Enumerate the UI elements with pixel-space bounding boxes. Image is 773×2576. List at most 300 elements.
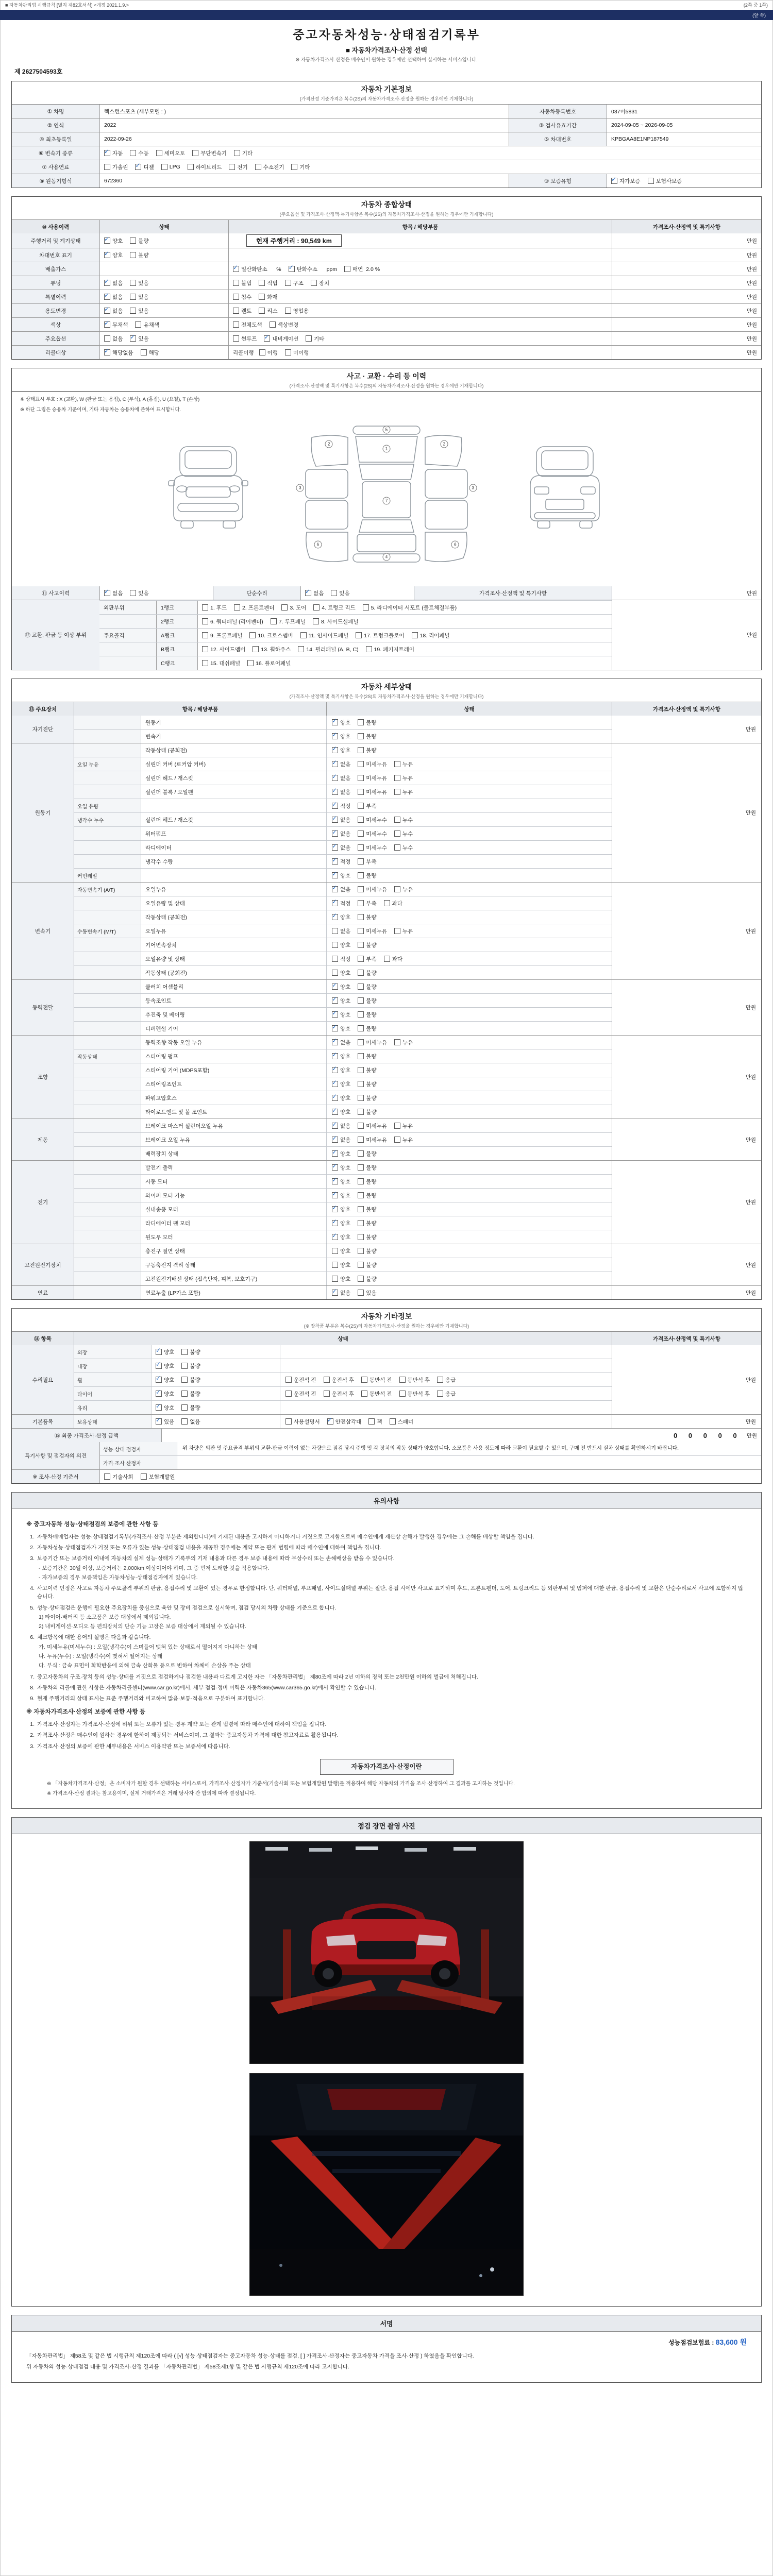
checkbox[interactable] <box>324 1377 330 1383</box>
checkbox[interactable] <box>130 308 136 314</box>
checkbox[interactable] <box>394 761 400 767</box>
checkbox[interactable] <box>156 150 162 156</box>
checkbox-option[interactable] <box>332 1275 350 1283</box>
checkbox[interactable] <box>332 1137 338 1143</box>
checkbox-option[interactable] <box>332 1094 350 1102</box>
checkbox-option[interactable] <box>358 900 376 907</box>
checkbox[interactable] <box>399 1391 406 1397</box>
checkbox-option[interactable] <box>332 927 350 935</box>
checkbox-option[interactable] <box>332 719 350 726</box>
checkbox-option[interactable] <box>358 913 376 921</box>
checkbox[interactable] <box>233 294 239 300</box>
checkbox[interactable] <box>332 858 338 865</box>
checkbox-option[interactable] <box>104 163 128 171</box>
checkbox-option[interactable] <box>156 1404 174 1412</box>
checkbox-option[interactable] <box>327 1418 362 1426</box>
checkbox-option[interactable] <box>358 1219 376 1227</box>
checkbox-option[interactable] <box>332 969 350 977</box>
checkbox-option[interactable] <box>358 997 376 1005</box>
checkbox[interactable] <box>358 775 364 781</box>
checkbox-option[interactable] <box>332 955 350 963</box>
checkbox-option[interactable] <box>285 1376 316 1384</box>
checkbox[interactable] <box>358 1192 364 1198</box>
checkbox-option[interactable] <box>332 1066 350 1074</box>
checkbox-option[interactable] <box>394 816 413 824</box>
checkbox[interactable] <box>332 733 338 739</box>
checkbox[interactable] <box>358 1123 364 1129</box>
checkbox[interactable] <box>202 632 208 638</box>
checkbox[interactable] <box>285 280 291 286</box>
checkbox[interactable] <box>104 252 110 258</box>
checkbox[interactable] <box>332 1220 338 1226</box>
checkbox-option[interactable] <box>130 335 148 343</box>
checkbox[interactable] <box>332 1039 338 1045</box>
checkbox[interactable] <box>332 817 338 823</box>
checkbox-option[interactable] <box>285 307 309 315</box>
checkbox-option[interactable] <box>332 1164 350 1172</box>
checkbox-option[interactable] <box>332 788 350 796</box>
checkbox-option[interactable] <box>130 251 148 259</box>
checkbox-option[interactable] <box>332 1053 350 1060</box>
checkbox[interactable] <box>358 928 364 934</box>
checkbox[interactable] <box>156 1404 162 1411</box>
checkbox-option[interactable] <box>332 886 350 893</box>
checkbox-option[interactable] <box>394 886 413 893</box>
checkbox-option[interactable] <box>141 1473 175 1481</box>
checkbox[interactable] <box>229 164 235 170</box>
checkbox[interactable] <box>104 321 110 328</box>
checkbox[interactable] <box>332 1248 338 1254</box>
checkbox[interactable] <box>305 590 311 596</box>
checkbox[interactable] <box>358 1150 364 1157</box>
checkbox-option[interactable] <box>394 774 413 782</box>
checkbox[interactable] <box>332 1290 338 1296</box>
checkbox-option[interactable] <box>332 816 350 824</box>
checkbox-option[interactable] <box>358 816 387 824</box>
checkbox-option[interactable] <box>202 618 263 625</box>
checkbox[interactable] <box>332 1150 338 1157</box>
checkbox-option[interactable] <box>361 1376 392 1384</box>
checkbox-option[interactable] <box>332 1233 350 1241</box>
checkbox-option[interactable] <box>305 589 324 597</box>
checkbox-option[interactable] <box>104 251 123 259</box>
checkbox[interactable] <box>156 1377 162 1383</box>
checkbox-option[interactable] <box>281 604 306 612</box>
checkbox-option[interactable] <box>358 844 387 852</box>
checkbox-option[interactable] <box>104 237 123 245</box>
checkbox[interactable] <box>358 803 364 809</box>
checkbox[interactable] <box>313 618 319 624</box>
checkbox[interactable] <box>358 1025 364 1031</box>
checkbox[interactable] <box>358 1290 364 1296</box>
checkbox-option[interactable] <box>156 149 186 157</box>
checkbox[interactable] <box>358 1164 364 1171</box>
checkbox[interactable] <box>332 900 338 906</box>
checkbox-option[interactable] <box>394 1136 413 1144</box>
checkbox[interactable] <box>358 719 364 725</box>
checkbox[interactable] <box>135 164 141 170</box>
checkbox-option[interactable] <box>358 760 387 768</box>
checkbox-option[interactable] <box>358 1136 387 1144</box>
checkbox-option[interactable] <box>358 1261 376 1269</box>
checkbox-option[interactable] <box>311 279 329 287</box>
checkbox[interactable] <box>202 646 208 652</box>
checkbox-option[interactable] <box>332 802 350 810</box>
checkbox-option[interactable] <box>233 293 251 301</box>
checkbox[interactable] <box>332 1178 338 1184</box>
checkbox-option[interactable] <box>259 307 277 315</box>
checkbox[interactable] <box>181 1404 188 1411</box>
checkbox-option[interactable] <box>332 733 350 740</box>
checkbox[interactable] <box>358 1011 364 1018</box>
checkbox[interactable] <box>358 1109 364 1115</box>
checkbox[interactable] <box>332 997 338 1004</box>
checkbox-option[interactable] <box>104 589 123 597</box>
checkbox[interactable] <box>104 238 110 244</box>
checkbox[interactable] <box>311 280 317 286</box>
checkbox-option[interactable] <box>130 149 148 157</box>
checkbox-option[interactable] <box>358 802 376 810</box>
checkbox-option[interactable] <box>332 1247 350 1255</box>
checkbox-option[interactable] <box>104 307 123 315</box>
checkbox[interactable] <box>358 1039 364 1045</box>
checkbox[interactable] <box>104 150 110 156</box>
checkbox[interactable] <box>156 1391 162 1397</box>
checkbox[interactable] <box>291 164 297 170</box>
checkbox[interactable] <box>384 956 390 962</box>
checkbox[interactable] <box>358 914 364 920</box>
checkbox[interactable] <box>141 1473 147 1480</box>
checkbox[interactable] <box>332 956 338 962</box>
checkbox-option[interactable] <box>271 618 306 625</box>
checkbox[interactable] <box>358 1262 364 1268</box>
checkbox[interactable] <box>358 747 364 753</box>
checkbox-option[interactable] <box>358 941 376 949</box>
checkbox[interactable] <box>130 150 136 156</box>
checkbox[interactable] <box>313 604 320 611</box>
checkbox[interactable] <box>332 1276 338 1282</box>
checkbox[interactable] <box>298 646 304 652</box>
checkbox-option[interactable] <box>298 646 358 653</box>
checkbox[interactable] <box>181 1363 188 1369</box>
checkbox-option[interactable] <box>229 163 247 171</box>
checkbox-option[interactable] <box>332 760 350 768</box>
checkbox-option[interactable] <box>104 279 123 287</box>
checkbox-option[interactable] <box>104 293 123 301</box>
checkbox-option[interactable] <box>358 788 387 796</box>
checkbox-option[interactable] <box>394 1122 413 1130</box>
checkbox[interactable] <box>306 335 312 342</box>
checkbox-option[interactable] <box>259 349 278 357</box>
checkbox-option[interactable] <box>332 1122 350 1130</box>
checkbox-option[interactable] <box>358 983 376 991</box>
checkbox[interactable] <box>271 618 277 624</box>
checkbox[interactable] <box>253 646 259 652</box>
checkbox-option[interactable] <box>135 321 159 329</box>
checkbox-option[interactable] <box>130 307 148 315</box>
checkbox-option[interactable] <box>285 279 304 287</box>
checkbox[interactable] <box>156 1363 162 1369</box>
checkbox[interactable] <box>332 942 338 948</box>
checkbox-option[interactable] <box>358 955 376 963</box>
checkbox-option[interactable] <box>104 335 123 343</box>
checkbox[interactable] <box>332 775 338 781</box>
checkbox[interactable] <box>331 590 337 596</box>
checkbox[interactable] <box>332 831 338 837</box>
checkbox-option[interactable] <box>358 1011 376 1019</box>
checkbox-option[interactable] <box>611 177 641 185</box>
checkbox[interactable] <box>648 178 654 184</box>
checkbox[interactable] <box>285 1418 292 1425</box>
checkbox-option[interactable] <box>141 349 159 357</box>
checkbox-option[interactable] <box>358 1233 376 1241</box>
checkbox[interactable] <box>332 1011 338 1018</box>
checkbox[interactable] <box>104 294 110 300</box>
checkbox[interactable] <box>130 238 136 244</box>
checkbox-option[interactable] <box>344 265 380 273</box>
checkbox-option[interactable] <box>358 1178 376 1185</box>
checkbox[interactable] <box>332 1109 338 1115</box>
checkbox[interactable] <box>358 858 364 865</box>
checkbox[interactable] <box>611 178 617 184</box>
checkbox-option[interactable] <box>156 1362 174 1370</box>
checkbox-option[interactable] <box>332 1261 350 1269</box>
checkbox-option[interactable] <box>161 164 180 170</box>
checkbox[interactable] <box>394 1039 400 1045</box>
checkbox[interactable] <box>259 349 265 355</box>
checkbox[interactable] <box>130 335 136 342</box>
checkbox-option[interactable] <box>437 1376 456 1384</box>
checkbox[interactable] <box>104 164 110 170</box>
checkbox-option[interactable] <box>130 279 148 287</box>
checkbox[interactable] <box>130 590 136 596</box>
checkbox[interactable] <box>332 803 338 809</box>
checkbox[interactable] <box>233 280 239 286</box>
checkbox[interactable] <box>332 872 338 878</box>
checkbox-option[interactable] <box>233 335 257 343</box>
checkbox[interactable] <box>249 632 256 638</box>
checkbox-option[interactable] <box>384 955 402 963</box>
checkbox-option[interactable] <box>358 872 376 879</box>
checkbox-option[interactable] <box>233 321 262 329</box>
checkbox-option[interactable] <box>363 604 457 612</box>
checkbox-option[interactable] <box>366 646 414 653</box>
checkbox[interactable] <box>135 321 141 328</box>
checkbox[interactable] <box>264 335 270 342</box>
checkbox-option[interactable] <box>324 1376 355 1384</box>
checkbox[interactable] <box>156 1349 162 1355</box>
checkbox[interactable] <box>358 733 364 739</box>
checkbox[interactable] <box>289 266 295 272</box>
checkbox-option[interactable] <box>358 1066 376 1074</box>
checkbox-option[interactable] <box>181 1418 200 1426</box>
checkbox-option[interactable] <box>332 1192 350 1199</box>
checkbox[interactable] <box>332 886 338 892</box>
checkbox[interactable] <box>437 1391 443 1397</box>
checkbox-option[interactable] <box>358 1039 387 1046</box>
checkbox[interactable] <box>332 928 338 934</box>
checkbox-option[interactable] <box>233 279 251 287</box>
checkbox-option[interactable] <box>332 1039 350 1046</box>
checkbox[interactable] <box>234 150 240 156</box>
checkbox-option[interactable] <box>104 321 128 329</box>
checkbox[interactable] <box>247 660 254 666</box>
checkbox-option[interactable] <box>394 927 413 935</box>
checkbox[interactable] <box>358 886 364 892</box>
checkbox-option[interactable] <box>361 1390 392 1398</box>
checkbox-option[interactable] <box>313 604 355 612</box>
checkbox-option[interactable] <box>324 1390 355 1398</box>
checkbox-option[interactable] <box>648 177 682 185</box>
checkbox-option[interactable] <box>202 604 227 612</box>
checkbox-option[interactable] <box>358 1192 376 1199</box>
checkbox-option[interactable] <box>358 774 387 782</box>
checkbox-option[interactable] <box>234 149 253 157</box>
checkbox-option[interactable] <box>332 1108 350 1116</box>
checkbox-option[interactable] <box>332 872 350 879</box>
checkbox[interactable] <box>327 1418 333 1425</box>
checkbox[interactable] <box>104 335 110 342</box>
checkbox-option[interactable] <box>332 1206 350 1213</box>
checkbox[interactable] <box>358 1248 364 1254</box>
checkbox-option[interactable] <box>156 1390 174 1398</box>
checkbox[interactable] <box>394 775 400 781</box>
checkbox[interactable] <box>259 280 265 286</box>
checkbox-option[interactable] <box>332 747 350 754</box>
checkbox-option[interactable] <box>104 149 123 157</box>
checkbox[interactable] <box>332 1095 338 1101</box>
checkbox[interactable] <box>358 1220 364 1226</box>
checkbox[interactable] <box>332 914 338 920</box>
checkbox[interactable] <box>130 280 136 286</box>
checkbox[interactable] <box>394 886 400 892</box>
checkbox[interactable] <box>332 789 338 795</box>
checkbox[interactable] <box>437 1377 443 1383</box>
checkbox[interactable] <box>358 1178 364 1184</box>
checkbox-option[interactable] <box>332 858 350 866</box>
checkbox[interactable] <box>358 970 364 976</box>
checkbox[interactable] <box>394 831 400 837</box>
checkbox-option[interactable] <box>234 604 274 612</box>
checkbox[interactable] <box>394 817 400 823</box>
checkbox-option[interactable] <box>270 321 299 329</box>
checkbox[interactable] <box>332 984 338 990</box>
checkbox[interactable] <box>363 604 369 611</box>
checkbox[interactable] <box>281 604 288 611</box>
checkbox-option[interactable] <box>181 1390 200 1398</box>
checkbox[interactable] <box>358 844 364 851</box>
checkbox[interactable] <box>358 872 364 878</box>
checkbox[interactable] <box>361 1377 367 1383</box>
checkbox-option[interactable] <box>233 307 251 315</box>
checkbox-option[interactable] <box>306 335 324 343</box>
checkbox[interactable] <box>358 956 364 962</box>
checkbox-option[interactable] <box>300 632 349 639</box>
checkbox[interactable] <box>358 817 364 823</box>
checkbox-option[interactable] <box>358 1053 376 1060</box>
checkbox-option[interactable] <box>331 589 349 597</box>
checkbox[interactable] <box>394 789 400 795</box>
checkbox-option[interactable] <box>156 1376 174 1384</box>
checkbox[interactable] <box>358 1276 364 1282</box>
checkbox-option[interactable] <box>394 788 413 796</box>
checkbox-option[interactable] <box>368 1418 382 1426</box>
checkbox-option[interactable] <box>332 1219 350 1227</box>
checkbox-option[interactable] <box>412 632 450 639</box>
checkbox-option[interactable] <box>399 1376 430 1384</box>
checkbox-option[interactable] <box>255 163 284 171</box>
checkbox-option[interactable] <box>358 733 376 740</box>
checkbox-option[interactable] <box>332 1080 350 1088</box>
checkbox-option[interactable] <box>259 279 277 287</box>
checkbox-option[interactable] <box>384 900 402 907</box>
checkbox[interactable] <box>270 321 276 328</box>
checkbox[interactable] <box>332 970 338 976</box>
checkbox-option[interactable] <box>104 349 133 357</box>
checkbox-option[interactable] <box>156 1348 174 1356</box>
checkbox[interactable] <box>332 1164 338 1171</box>
checkbox[interactable] <box>332 844 338 851</box>
checkbox-option[interactable] <box>390 1418 413 1426</box>
checkbox[interactable] <box>394 1123 400 1129</box>
checkbox[interactable] <box>285 308 291 314</box>
checkbox-option[interactable] <box>394 760 413 768</box>
checkbox-option[interactable] <box>358 1108 376 1116</box>
checkbox-option[interactable] <box>394 830 413 838</box>
checkbox[interactable] <box>358 984 364 990</box>
checkbox[interactable] <box>104 590 110 596</box>
checkbox-option[interactable] <box>332 1011 350 1019</box>
checkbox-option[interactable] <box>332 1025 350 1032</box>
checkbox-option[interactable] <box>181 1376 200 1384</box>
checkbox-option[interactable] <box>437 1390 456 1398</box>
checkbox[interactable] <box>358 1234 364 1240</box>
checkbox[interactable] <box>156 1418 162 1425</box>
checkbox[interactable] <box>368 1418 375 1425</box>
checkbox-option[interactable] <box>291 163 310 171</box>
checkbox-option[interactable] <box>332 983 350 991</box>
checkbox-option[interactable] <box>249 632 293 639</box>
checkbox-option[interactable] <box>394 1039 413 1046</box>
checkbox[interactable] <box>332 1234 338 1240</box>
checkbox-option[interactable] <box>259 293 277 301</box>
checkbox-option[interactable] <box>332 1136 350 1144</box>
checkbox[interactable] <box>332 1123 338 1129</box>
checkbox[interactable] <box>233 266 239 272</box>
checkbox-option[interactable] <box>332 900 350 907</box>
checkbox[interactable] <box>332 1053 338 1059</box>
checkbox-option[interactable] <box>313 618 359 625</box>
checkbox[interactable] <box>181 1377 188 1383</box>
checkbox-option[interactable] <box>399 1390 430 1398</box>
checkbox[interactable] <box>384 900 390 906</box>
checkbox-option[interactable] <box>285 349 309 357</box>
checkbox-option[interactable] <box>130 293 148 301</box>
checkbox-option[interactable] <box>285 1390 316 1398</box>
checkbox[interactable] <box>358 831 364 837</box>
checkbox-option[interactable] <box>233 265 281 273</box>
checkbox[interactable] <box>324 1391 330 1397</box>
checkbox[interactable] <box>259 308 265 314</box>
checkbox-option[interactable] <box>332 941 350 949</box>
checkbox[interactable] <box>285 1391 292 1397</box>
checkbox-option[interactable] <box>181 1348 200 1356</box>
checkbox[interactable] <box>141 349 147 355</box>
checkbox[interactable] <box>181 1349 188 1355</box>
checkbox-option[interactable] <box>332 844 350 852</box>
checkbox-option[interactable] <box>332 913 350 921</box>
checkbox[interactable] <box>104 280 110 286</box>
